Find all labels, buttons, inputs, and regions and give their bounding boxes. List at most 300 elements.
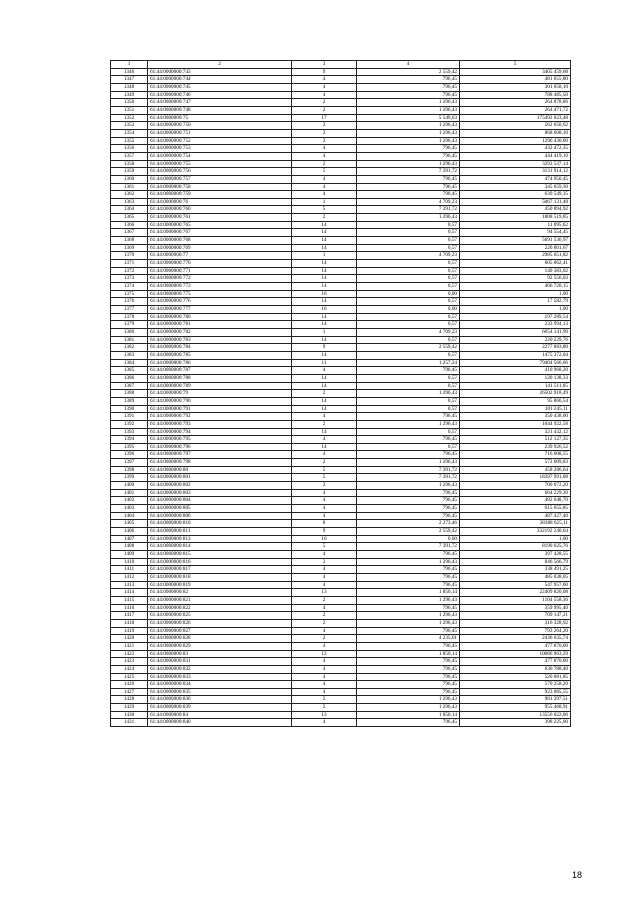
table-cell: 11 095,62 [460,221,571,229]
table-cell: 1369 [111,244,148,252]
table-cell: 1392 [111,420,148,428]
table-cell: 14 [292,336,357,344]
table-cell: 14 [292,267,357,275]
table-cell: 796,45 [357,413,460,421]
table-cell: 1421 [111,642,148,650]
column-header: 3 [292,61,357,69]
table-cell: 61:44:0000000:777 [148,306,292,314]
table-cell: 61:44:0000000:82 [148,589,292,597]
table-cell: 0,57 [357,321,460,329]
table-cell: 0,57 [357,221,460,229]
table-cell: 1 296,43 [357,459,460,467]
table-cell: 61:44:0000000:743 [148,68,292,76]
table-cell: 1349 [111,91,148,99]
table-cell: 61:44:0000000:798 [148,459,292,467]
table-cell: 466 720,15 [460,283,571,291]
table-cell: 61:44:0000000:811 [148,528,292,536]
table-cell: 1405 [111,520,148,528]
table-cell: 14 [292,321,357,329]
table-cell: 1411 [111,566,148,574]
table-cell: 321 432,12 [460,428,571,436]
table-row [111,382,571,390]
table-cell: 220 801,67 [460,244,571,252]
table-cell: 4 [292,688,357,696]
table-cell: 5691 536,97 [460,237,571,245]
table-cell: 61:44:0000000:75 [148,114,292,122]
table-cell: 61:44:0000000:791 [148,405,292,413]
table-row [111,145,571,153]
table-row [111,704,571,712]
table-row [111,719,571,727]
table-cell: 61:44:0000000:745 [148,83,292,91]
table-cell: 0,00 [357,306,460,314]
table-cell: 11 [292,359,357,367]
table-cell: 0,57 [357,260,460,268]
table-row [111,604,571,612]
table-cell: 1 296,43 [357,704,460,712]
table-cell: 1431 [111,719,148,727]
table-cell: 4 [292,551,357,559]
table-cell: 61:44:0000000:794 [148,428,292,436]
table-row [111,298,571,306]
table-cell: 1361 [111,183,148,191]
table-cell: 61:44:0000000:772 [148,275,292,283]
table-cell: 1 [292,328,357,336]
table-cell: 796,45 [357,658,460,666]
table-cell: 0,57 [357,443,460,451]
table-cell: 1360 [111,175,148,183]
table-row [111,413,571,421]
table-cell: 4 235,01 [357,635,460,643]
table-row [111,175,571,183]
table-cell: 1415 [111,596,148,604]
table-cell: 92 556,03 [460,275,571,283]
table-row [111,367,571,375]
table-cell: 1409 [111,551,148,559]
table-cell: 5 [292,543,357,551]
table-cell: 0,57 [357,229,460,237]
table-cell: 239 926,52 [460,443,571,451]
table-cell: 1374 [111,283,148,291]
table-row [111,405,571,413]
table-cell: 2436 635,74 [460,635,571,643]
table-cell: 796,45 [357,497,460,505]
table-cell: 4 [292,76,357,84]
table-cell: 2 [292,137,357,145]
table-row [111,489,571,497]
table-row [111,137,571,145]
table-cell: 796,45 [357,719,460,727]
table-row [111,275,571,283]
table-cell: 0,57 [357,336,460,344]
table-row [111,459,571,467]
table-cell: 14 [292,221,357,229]
table-row [111,596,571,604]
table-row [111,627,571,635]
table-cell: 61:44:0000000:776 [148,298,292,306]
table-cell: 61:44:0000000:834 [148,681,292,689]
table-cell: 1044 922,58 [460,420,571,428]
table-cell: 1 [292,252,357,260]
table-cell: 61:44:0000000:84 [148,711,292,719]
table-cell: 716 008,55 [460,451,571,459]
table-cell: 61:44:0000000:757 [148,175,292,183]
table-cell: 61:44:0000000:818 [148,573,292,581]
table-cell: 868 608,10 [460,129,571,137]
table-cell: 1383 [111,351,148,359]
table-cell: 796,45 [357,688,460,696]
table-cell: 477 870,00 [460,658,571,666]
table-cell: 4 [292,83,357,91]
table-cell: 264 471,72 [460,106,571,114]
table-row [111,497,571,505]
table-row [111,451,571,459]
table-cell: 1381 [111,336,148,344]
table-row [111,336,571,344]
table-cell: 14 [292,382,357,390]
table-cell: 61:44:0000000:748 [148,106,292,114]
table-cell: 338 491,25 [460,566,571,574]
table-cell: 0,57 [357,313,460,321]
table-cell: 61:44:0000000:833 [148,673,292,681]
table-row [111,306,571,314]
table-cell: 6654 141,99 [460,328,571,336]
table-cell: 61:44:0000000:792 [148,413,292,421]
table-cell: 61:44:0000000:754 [148,152,292,160]
table-cell: 61:44:0000000:80 [148,466,292,474]
table-cell: 61:44:0000000:832 [148,665,292,673]
table-cell: 1382 [111,344,148,352]
table-row [111,214,571,222]
table-cell: 1406 [111,528,148,536]
table-cell: 61:44:0000000:817 [148,566,292,574]
table-row [111,374,571,382]
table-cell: 1414 [111,589,148,597]
table-cell: 796,45 [357,191,460,199]
table-cell: 4 [292,505,357,513]
table-cell: 4 [292,665,357,673]
header-row [111,61,571,69]
table-row [111,573,571,581]
table-cell: 7 391,72 [357,474,460,482]
table-cell: 444 419,10 [460,152,571,160]
table-cell: 38388 625,11 [460,520,571,528]
table-cell: 796,45 [357,566,460,574]
table-cell: 61:44:0000000:769 [148,244,292,252]
table-row [111,313,571,321]
table-row [111,321,571,329]
table-row [111,512,571,520]
table-cell: 2 [292,420,357,428]
table-cell: 61:44:0000000:836 [148,696,292,704]
table-cell: 14 [292,237,357,245]
table-cell: 2 [292,160,357,168]
table-cell: 1351 [111,106,148,114]
table-cell: 61:44:0000000:775 [148,290,292,298]
table-cell: 485 038,05 [460,573,571,581]
table-cell: 61:44:0000000:760 [148,206,292,214]
table-cell: 1402 [111,497,148,505]
table-row [111,359,571,367]
table-cell: 13556 022,06 [460,711,571,719]
table-cell: 796,45 [357,512,460,520]
table-cell: 4 709,23 [357,198,460,206]
table-cell: 2 559,42 [357,344,460,352]
table-cell: 2 [292,596,357,604]
table-row [111,122,571,130]
table-row [111,466,571,474]
table-row [111,237,571,245]
table-cell: 1394 [111,436,148,444]
table-cell: 1 296,43 [357,696,460,704]
table-body [111,68,571,726]
table-cell: 1350 [111,99,148,107]
table-cell: 61:44:0000000:83 [148,650,292,658]
table-cell: 5 549,63 [357,114,460,122]
table-cell: 397 428,55 [460,551,571,559]
table-cell: 18397 991,08 [460,474,571,482]
table-cell: 1 296,43 [357,122,460,130]
table-cell: 1365 [111,214,148,222]
table-cell: 0,57 [357,283,460,291]
table-row [111,244,571,252]
table-cell: 61:44:0000000:831 [148,658,292,666]
table-cell: 8190 025,76 [460,543,571,551]
table-cell: 1413 [111,581,148,589]
table-cell: 955 468,91 [460,704,571,712]
table-cell: 432 472,35 [460,145,571,153]
table-cell: 1422 [111,650,148,658]
table-cell: 4 [292,451,357,459]
table-cell: 0,00 [357,535,460,543]
table-row [111,420,571,428]
table-cell: 520 081,85 [460,673,571,681]
table-cell: 1 296,43 [357,482,460,490]
table-row [111,198,571,206]
table-cell: 4 [292,658,357,666]
table-cell: 572 009,83 [460,459,571,467]
table-cell: 2 [292,704,357,712]
table-cell: 61:44:0000000:768 [148,237,292,245]
table-cell: 301 058,10 [460,83,571,91]
table-cell: 0,57 [357,237,460,245]
table-cell: 1387 [111,382,148,390]
table-cell: 4 [292,581,357,589]
table-cell: 2 [292,106,357,114]
table-cell: 61:44:0000000:750 [148,122,292,130]
table-cell: 796,45 [357,436,460,444]
table-row [111,191,571,199]
table-cell: 1475 372,04 [460,351,571,359]
column-header: 2 [148,61,292,69]
table-cell: 1 296,43 [357,106,460,114]
table-cell: 796,45 [357,642,460,650]
table-cell: 796,45 [357,183,460,191]
table-row [111,581,571,589]
table-row [111,76,571,84]
table-cell: 61:44:0000000:771 [148,267,292,275]
table-cell: 197 289,54 [460,313,571,321]
page-number: 18 [571,870,582,880]
table-cell: 61:44:0000000:744 [148,76,292,84]
table-cell: 14 [292,275,357,283]
table-cell: 1 850,14 [357,650,460,658]
table-cell: 14 [292,244,357,252]
table-cell: 796,45 [357,451,460,459]
table-cell: 796,45 [357,681,460,689]
table-cell: 1388 [111,390,148,398]
table-cell: 61:44:0000000:76 [148,198,292,206]
table-row [111,673,571,681]
table-row [111,114,571,122]
table-cell: 923 085,55 [460,688,571,696]
table-cell: 1 850,14 [357,711,460,719]
table-cell: 482 648,70 [460,497,571,505]
table-cell: 4 [292,642,357,650]
table-cell: 61:44:0000000:795 [148,436,292,444]
table-cell: 61:44:0000000:797 [148,451,292,459]
table-cell: 796,45 [357,367,460,375]
table-cell: 16 [292,535,357,543]
table-cell: 1 296,43 [357,214,460,222]
table-cell: 1404 [111,512,148,520]
table-cell: 570 258,20 [460,681,571,689]
table-cell: 0,57 [357,267,460,275]
table-row [111,443,571,451]
table-cell: 345 659,30 [460,183,571,191]
table-cell: 1 296,43 [357,390,460,398]
table-row [111,99,571,107]
table-cell: 1,00 [460,306,571,314]
table-cell: 796,45 [357,573,460,581]
table-row [111,505,571,513]
table-cell: 2 [292,129,357,137]
table-cell: 0,57 [357,428,460,436]
table-cell: 4 [292,175,357,183]
table-cell: 17 582,79 [460,298,571,306]
table-row [111,328,571,336]
table-cell: 61:44:0000000:77 [148,252,292,260]
table-cell: 61:44:0000000:79 [148,390,292,398]
table-cell: 1426 [111,681,148,689]
table-row [111,68,571,76]
table-cell: 1423 [111,658,148,666]
table-cell: 0,57 [357,275,460,283]
table-cell: 13 [292,589,357,597]
table-cell: 61:44:0000000:785 [148,351,292,359]
table-cell: 796,45 [357,152,460,160]
table-cell: 4 [292,183,357,191]
table-cell: 61:44:0000000:784 [148,344,292,352]
table-row [111,642,571,650]
table-cell: 233 994,13 [460,321,571,329]
table-cell: 1398 [111,466,148,474]
table-cell: 1356 [111,145,148,153]
table-cell: 481 055,80 [460,76,571,84]
table-cell: 4 [292,436,357,444]
table-cell: 796,45 [357,604,460,612]
table-cell: 1357 [111,152,148,160]
table-cell: 477 870,00 [460,642,571,650]
table-cell: 1808 519,85 [460,214,571,222]
table-cell: 1391 [111,413,148,421]
table-row [111,681,571,689]
table-cell: 61:44:0000000:803 [148,489,292,497]
table-cell: 13 [292,711,357,719]
table-row [111,551,571,559]
table-cell: 1 296,43 [357,558,460,566]
table-cell: 61:44:0000000:835 [148,688,292,696]
table-cell: 7 391,72 [357,168,460,176]
table-cell: 1,00 [460,535,571,543]
table-row [111,106,571,114]
table-cell: 615 655,85 [460,505,571,513]
table-cell: 61:44:0000000:746 [148,91,292,99]
table-cell: 61:44:0000000:796 [148,443,292,451]
table-cell: 1424 [111,665,148,673]
table-cell: 796,45 [357,489,460,497]
table-cell: 1 257,24 [357,359,460,367]
table-cell: 4 709,23 [357,328,460,336]
table-cell: 14 [292,298,357,306]
table-cell: 4 [292,719,357,727]
table-cell: 1352 [111,114,148,122]
table-cell: 9 [292,68,357,76]
table-row [111,390,571,398]
table-row [111,83,571,91]
table-cell: 264 878,86 [460,99,571,107]
table-cell: 61:44:0000000:802 [148,482,292,490]
table-cell: 512 127,35 [460,436,571,444]
column-header: 5 [460,61,571,69]
table-row [111,658,571,666]
table-cell: 61:44:0000000:819 [148,581,292,589]
table-row [111,665,571,673]
table-cell: 61:44:0000000:804 [148,497,292,505]
table-cell: 1366 [111,221,148,229]
table-row [111,711,571,719]
table-cell: 796,45 [357,551,460,559]
table-cell: 61:44:0000000:752 [148,137,292,145]
table-cell: 61:44:0000000:825 [148,612,292,620]
table-cell: 1400 [111,482,148,490]
table-cell: 1 296,43 [357,420,460,428]
table-cell: 61:44:0000000:828 [148,635,292,643]
table-cell: 4 [292,681,357,689]
table-cell: 1429 [111,704,148,712]
table-cell: 4 [292,91,357,99]
table-cell: 61:44:0000000:788 [148,374,292,382]
table-cell: 0,57 [357,298,460,306]
table-cell: 14 [292,229,357,237]
table-cell: 2 [292,612,357,620]
table-cell: 2 [292,99,357,107]
table-cell: 1362 [111,191,148,199]
table-cell: 1378 [111,313,148,321]
table-cell: 61:44:0000000:826 [148,619,292,627]
table-cell: 796,45 [357,581,460,589]
table-cell: 458 286,64 [460,466,571,474]
table-cell: 101 245,11 [460,405,571,413]
table-cell: 709 147,21 [460,612,571,620]
table-cell: 5 [292,466,357,474]
table-cell: 61:44:0000000:814 [148,543,292,551]
table-row [111,474,571,482]
table-cell: 1410 [111,558,148,566]
table-cell: 61:44:0000000:822 [148,604,292,612]
table-row [111,229,571,237]
table-row [111,688,571,696]
